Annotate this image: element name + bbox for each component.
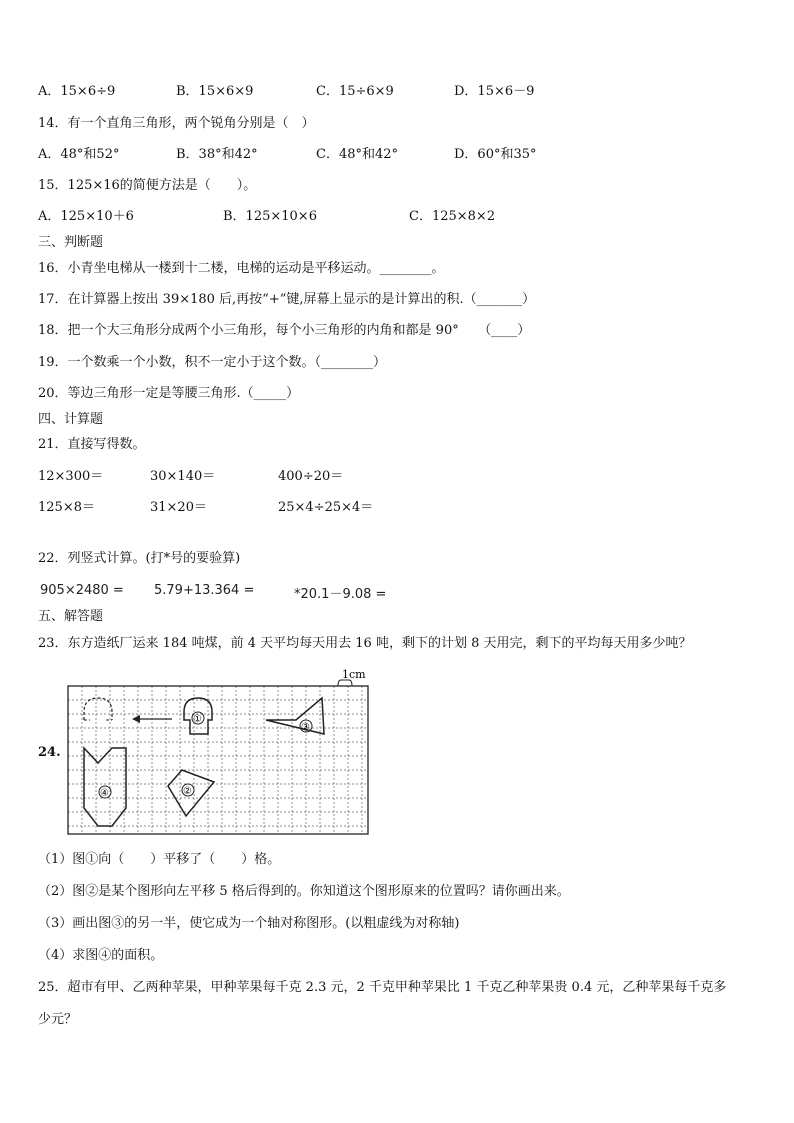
figure-1-label: ① xyxy=(193,714,202,725)
section-title-calculation: 四、计算题 xyxy=(38,412,104,427)
figure-4 xyxy=(84,748,126,826)
q22-item: *20.1－9.08 = xyxy=(294,587,387,602)
q24-sub3: （3）画出图③的另一半，使它成为一个轴对称图形。(以粗虚线为对称轴) xyxy=(38,916,460,931)
q21-item: 125×8＝ xyxy=(38,500,95,515)
q14-option-c: C．48°和42° xyxy=(316,147,399,162)
figure-3-label: ③ xyxy=(301,722,310,733)
q24-number: 24. xyxy=(38,745,61,760)
q14-option-d: D．60°和35° xyxy=(454,147,537,162)
q21-item: 30×140＝ xyxy=(150,469,216,484)
q21-item: 400÷20＝ xyxy=(278,469,344,484)
figure-2-label: ② xyxy=(183,786,192,797)
q24-sub1: （1）图①向（ ）平移了（ ）格。 xyxy=(38,852,281,867)
q21-item: 25×4÷25×4＝ xyxy=(278,500,374,515)
section-title-application: 五、解答题 xyxy=(38,609,104,624)
q13-option-d: D．15×6－9 xyxy=(454,84,535,99)
dashed-shape xyxy=(84,698,112,720)
q15-option-c: C．125×8×2 xyxy=(409,209,496,224)
q13-option-c: C．15÷6×9 xyxy=(316,84,394,99)
q14-stem: 14．有一个直角三角形，两个锐角分别是（ ） xyxy=(38,116,315,131)
q15-stem: 15．125×16的简便方法是（ ）。 xyxy=(38,178,257,193)
arrow-head-icon xyxy=(132,715,140,723)
q25-line2: 少元？ xyxy=(38,1012,78,1027)
figure-3 xyxy=(266,698,324,734)
scale-label: 1cm xyxy=(342,668,366,681)
q18: 18．把一个大三角形分成两个小三角形，每个小三角形的内角和都是 90° （____） xyxy=(38,323,531,338)
q23: 23．东方造纸厂运来 184 吨煤，前 4 天平均每天用去 16 吨，剩下的计划 8 天用完，剩下的平均每天用多少吨？ xyxy=(38,636,692,651)
q16: 16．小青坐电梯从一楼到十二楼，电梯的运动是平移运动。________。 xyxy=(38,261,445,276)
section-title-judgement: 三、判断题 xyxy=(38,235,104,250)
q21-item: 12×300＝ xyxy=(38,469,104,484)
q19: 19．一个数乘一个小数，积不一定小于这个数。（________） xyxy=(38,355,387,370)
q13-option-a: A．15×6÷9 xyxy=(38,84,116,99)
q22-stem: 22．列竖式计算。(打*号的要验算) xyxy=(38,551,241,566)
q14-option-a: A．48°和52° xyxy=(38,147,120,162)
q21-stem: 21．直接写得数。 xyxy=(38,437,146,452)
q24-sub2: （2）图②是某个图形向左平移 5 格后得到的。你知道这个图形原来的位置吗？请你画出来。 xyxy=(38,884,570,899)
q24-sub4: （4）求图④的面积。 xyxy=(38,948,164,963)
figure-4-label: ④ xyxy=(100,788,109,799)
q13-option-b: B．15×6×9 xyxy=(176,84,254,99)
grid-figure xyxy=(62,668,372,838)
q20: 20．等边三角形一定是等腰三角形.（_____） xyxy=(38,386,300,401)
q14-option-b: B．38°和42° xyxy=(176,147,258,162)
q15-option-b: B．125×10×6 xyxy=(223,209,317,224)
q17: 17．在计算器上按出 39×180 后,再按“+”键,屏幕上显示的是计算出的积.（_______） xyxy=(38,292,536,307)
q25-line1: 25．超市有甲、乙两种苹果，甲种苹果每千克 2.3 元，2 千克甲种苹果比 1 千克乙种苹果贵 0.4 元，乙种苹果每千克多 xyxy=(38,980,727,995)
q21-item: 31×20＝ xyxy=(150,500,207,515)
q22-item: 905×2480 = xyxy=(40,583,124,598)
q22-item: 5.79+13.364 = xyxy=(154,583,255,598)
q15-option-a: A．125×10＋6 xyxy=(38,209,134,224)
